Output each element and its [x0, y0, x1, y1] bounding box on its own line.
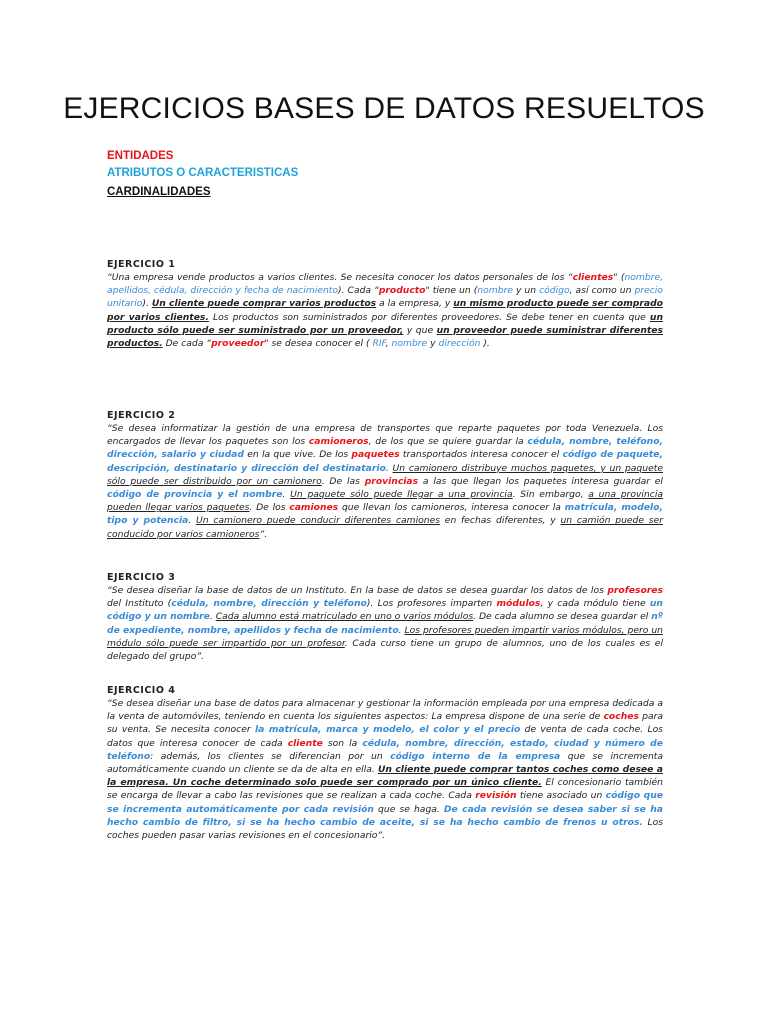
text-run: : además, los clientes se diferencian por un [150, 750, 391, 762]
cardinality-phrase: un camión puede ser conducido por varios camioneros [107, 515, 664, 540]
legend-entidades: ENTIDADES [107, 150, 174, 162]
text-run: . [209, 611, 216, 623]
exercise-4 [107, 684, 663, 842]
exercise-title: EJERCICIO 2 [107, 410, 176, 421]
attribute-term: nombre [391, 338, 428, 350]
text-run: que se incrementa automáticamente cuando un cliente se da de alta en ella. [107, 750, 663, 776]
cardinality-phrase: Un camionero distribuye muchos paquetes, y un paquete sólo puede ser distribuido por un camionero [107, 462, 663, 487]
text-run: De cada “ [162, 338, 212, 350]
text-run: , de los que se quiere guardar la [368, 436, 528, 448]
exercise-3 [107, 571, 663, 663]
attribute-term: código que se incrementa automáticamente por cada revisión [107, 790, 663, 815]
cardinality-phrase: Un paquete sólo puede llegar a una provincia [290, 489, 513, 501]
exercise-body [107, 697, 663, 842]
legend-cardinalidades: CARDINALIDADES [107, 186, 211, 198]
entity-term: clientes [572, 272, 614, 283]
text-run: “Se desea informatizar la gestión de una empresa de transportes que reparte paquetes por toda Venezuela. Los encargados de llevar los paquetes son los [107, 423, 663, 448]
legend-atributos: ATRIBUTOS O CARACTERISTICAS [107, 167, 299, 179]
attribute-term: matrícula, modelo, tipo y potencia [107, 502, 664, 527]
text-run: y que [403, 324, 437, 336]
text-run: . [188, 515, 197, 527]
text-run: “Se desea diseñar una base de datos para almacenar y gestionar la información empleada por una empresa dedicada a la venta de automóviles, teniendo en cuenta los siguientes aspectos: La empresa dispone de una serie de [107, 698, 663, 723]
entity-term: proveedor [211, 338, 265, 350]
attribute-term: cédula, nombre, teléfono, dirección, salario y ciudad [107, 436, 663, 461]
cardinality-phrase: Los profesores pueden impartir varios módulos, pero un módulo sólo puede ser impartido por un profesor [107, 624, 663, 649]
text-run: . De las [321, 475, 365, 487]
attribute-term: código interno de la empresa [390, 750, 561, 762]
entity-term: provincias [364, 475, 419, 487]
text-run: , y cada módulo tiene [540, 598, 650, 610]
attribute-term: cédula, nombre, dirección y teléfono [171, 598, 367, 610]
text-run: " tiene un ( [425, 285, 478, 297]
cardinality-phrase: Cada alumno está matriculado en uno o varios módulos [215, 611, 474, 623]
attribute-term: un código y un nombre [107, 598, 663, 623]
attribute-term: cédula, nombre, dirección, estado, ciudad y número de teléfono [107, 737, 663, 762]
text-run: que se haga. [373, 803, 444, 815]
text-run: , [385, 338, 392, 350]
entity-term: producto [378, 285, 426, 297]
entity-term: paquetes [351, 449, 400, 461]
document-title: EJERCICIOS BASES DE DATOS RESUELTOS [63, 92, 705, 125]
text-run: tiene asociado un [516, 790, 606, 802]
exercise-body [107, 271, 663, 350]
text-run: ). [142, 298, 152, 310]
text-run: Los productos son suministrados por diferentes proveedores. Se debe tener en cuenta que [208, 311, 650, 323]
exercise-title: EJERCICIO 1 [107, 259, 176, 270]
entity-term: revisión [475, 790, 517, 802]
text-run: “Una empresa vende productos a varios clientes. Se necesita conocer los datos personales de los “ [107, 272, 573, 283]
entity-term: profesores [607, 585, 663, 596]
text-run: . [398, 624, 405, 636]
text-run: a las que llegan los paquetes interesa guardar el [418, 475, 663, 487]
text-run: Los coches pueden pasar varias revisiones en el concesionario”. [107, 816, 663, 842]
text-run: . [385, 462, 393, 474]
exercise-title: EJERCICIO 3 [107, 572, 176, 583]
text-run: . Sin embargo, [512, 489, 589, 501]
attribute-term: nombre, apellidos, cédula, dirección y fecha de nacimiento [107, 272, 664, 297]
attribute-term: RIF [372, 338, 386, 350]
cardinality-phrase: Un cliente puede comprar tantos coches como desee a la empresa. Un coche determinado solo puede ser comprado por un único cliente. [107, 764, 663, 789]
attribute-term: precio unitario [107, 285, 663, 310]
attribute-term: código de paquete, descripción, destinatario y dirección del destinatario [107, 449, 663, 474]
text-run: " ( [613, 272, 625, 283]
cardinality-phrase: un producto sólo puede ser suministrado por un proveedor, [107, 311, 663, 336]
text-run: El concesionario también se encarga de llevar a cabo las revisiones que se realizan a cada coche. Cada [107, 777, 663, 802]
exercise-body [107, 584, 663, 663]
text-run: transportados interesa conocer el [399, 449, 563, 461]
text-run: de venta de cada coche. Los datos que interesa conocer de cada [107, 724, 663, 749]
text-run: . De los [249, 502, 290, 514]
cardinality-phrase: a una provincia pueden llegar varios paquetes [107, 489, 663, 514]
exercise-1 [107, 258, 663, 350]
text-run: . [282, 489, 291, 501]
exercise-title: EJERCICIO 4 [107, 685, 176, 696]
text-run: " se desea conocer el ( [264, 338, 373, 350]
attribute-term: código [539, 285, 570, 297]
text-run: del Instituto ( [107, 598, 172, 610]
attribute-term: De cada revisión se desea saber si se ha hecho cambio de filtro, si se ha hecho cambio de aceite, si se ha hecho cambio de frenos u otros. [107, 803, 663, 828]
attribute-term: código de provincia y el nombre [107, 489, 283, 501]
text-run: a la empresa, y [376, 298, 454, 310]
text-run: “Se desea diseñar la base de datos de un Instituto. En la base de datos se desea guardar los datos de los [107, 585, 608, 596]
entity-term: camiones [289, 502, 339, 514]
attribute-term: la matrícula, marca y modelo, el color y el precio [254, 724, 521, 736]
cardinality-phrase: Un cliente puede comprar varios productos [151, 298, 377, 310]
attribute-term: nº de expediente, nombre, apellidos y fecha de nacimiento [107, 611, 663, 636]
cardinality-phrase: Un camionero puede conducir diferentes camiones [196, 515, 441, 527]
exercise-body [107, 422, 663, 541]
text-run: en fechas diferentes, y [440, 515, 561, 527]
text-run: . De cada alumno se desea guardar el [473, 611, 652, 623]
exercise-2 [107, 409, 663, 541]
attribute-term: nombre [477, 285, 513, 297]
cardinality-phrase: un mismo producto puede ser comprado por varios clientes. [107, 298, 663, 323]
text-run: en la que vive. De los [243, 449, 352, 461]
attribute-term: dirección [438, 338, 481, 350]
cardinality-phrase: un proveedor puede suministrar diferentes productos. [107, 324, 663, 350]
text-run: para su venta. Se necesita conocer [107, 711, 663, 736]
text-run: ). [480, 338, 490, 350]
text-run: , así como un [569, 285, 635, 297]
text-run: ). Los profesores imparten [366, 598, 497, 610]
text-run: que llevan los camioneros, interesa conocer la [338, 502, 565, 514]
entity-term: coches [603, 711, 639, 723]
text-run: y [427, 338, 439, 350]
entity-term: módulos [496, 598, 541, 610]
text-run: ). Cada “ [338, 285, 379, 297]
entity-term: cliente [287, 737, 323, 749]
entity-term: camioneros [308, 436, 369, 448]
text-run: y un [512, 285, 540, 297]
text-run: ”. [259, 528, 268, 540]
text-run: son la [322, 737, 363, 749]
text-run: . Cada curso tiene un grupo de alumnos, uno de los cuales es el delegado del grupo”. [107, 637, 663, 663]
